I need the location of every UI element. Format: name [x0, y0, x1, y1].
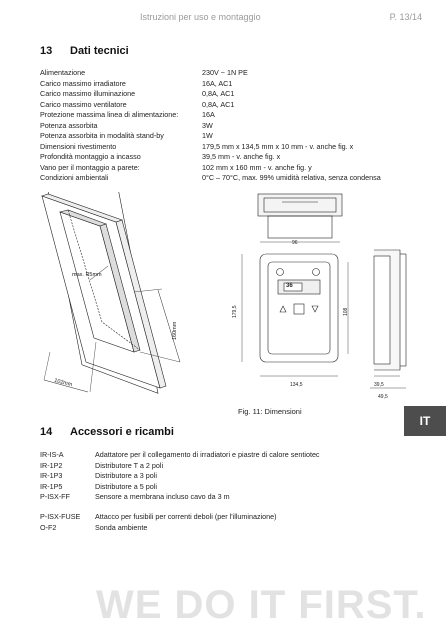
accessory-code: IR-1P5 — [40, 481, 63, 491]
accessory-desc: Attacco per fusibili per correnti deboli (per l'illuminazione) — [95, 512, 277, 521]
tech-value: 3W — [202, 120, 213, 130]
dim-height-right: 108 — [343, 307, 349, 316]
tech-label: Carico massimo irradiatore — [40, 78, 126, 88]
section-title: Dati tecnici — [70, 45, 129, 57]
accessory-code: IR-IS-A — [40, 450, 64, 459]
section-number: 14 — [40, 426, 53, 438]
height-label: 160mm — [172, 321, 178, 340]
dim-top-width: 96 — [292, 240, 298, 246]
accessory-desc: Sonda ambiente — [95, 522, 148, 532]
tech-label: Potenza assorbita — [40, 120, 98, 130]
document-title: Istruzioni per uso e montaggio — [140, 12, 261, 22]
dim-height-left: 179,5 — [232, 305, 238, 318]
tech-label: Alimentazione — [40, 68, 86, 77]
tech-value: 179,5 mm x 134,5 mm x 10 mm - v. anche fig. x — [202, 141, 354, 151]
accessory-code: P-ISX-FF — [40, 492, 70, 501]
section-14-heading — [40, 426, 174, 438]
section-title: Accessori e ricambi — [70, 426, 174, 438]
width-label: 102mm — [53, 377, 73, 389]
accessory-code: IR-1P3 — [40, 471, 63, 480]
tech-value: 1W — [202, 131, 213, 140]
tech-label: Protezione massima linea di alimentazione: — [40, 110, 179, 119]
tech-value: 230V ~ 1N PE — [202, 68, 248, 77]
accessory-desc: Distributore a 5 poli — [95, 481, 157, 491]
accessory-desc: Distributore T a 2 poli — [95, 460, 164, 470]
accessory-desc: Distributore a 3 poli — [95, 471, 157, 480]
tech-value: 0,8A, AC1 — [202, 89, 235, 98]
brand-slogan: WE DO IT FIRST. — [96, 583, 427, 627]
page-number: P. 13/14 — [389, 12, 422, 22]
accessory-desc: Sensore a membrana incluso cavo da 3 m — [95, 492, 230, 501]
section-number: 13 — [40, 45, 53, 57]
dim-bottom-width: 134,5 — [290, 382, 303, 388]
tech-label: Carico massimo illuminazione — [40, 89, 136, 98]
dim-depth-total: 49,5 — [378, 394, 388, 400]
accessory-desc: Adattatore per il collegamento di irradiatori e piastre di calore sentiotec — [95, 450, 320, 459]
tech-value: 39,5 mm - v. anche fig. x — [202, 152, 281, 161]
tech-label: Profondità montaggio a incasso — [40, 152, 141, 161]
display-readout: 36 — [286, 283, 293, 289]
tech-label: Dimensioni rivestimento — [40, 141, 117, 151]
language-tab: IT — [404, 406, 446, 436]
accessory-code: P-ISX-FUSE — [40, 512, 81, 521]
accessory-code: IR-1P2 — [40, 460, 63, 470]
tech-label: Carico massimo ventilatore — [40, 99, 127, 109]
device-dimension-drawing — [224, 190, 424, 412]
tech-value: 16A, AC1 — [202, 78, 233, 88]
tech-value: 102 mm x 160 mm - v. anche fig. y — [202, 162, 312, 172]
tech-value: 0°C – 70°C, max. 99% umidità relativa, senza condensa — [202, 173, 381, 182]
dim-depth-small: 39,5 — [374, 382, 384, 388]
section-13-heading — [40, 45, 129, 57]
tech-label: Vano per il montaggio a parete: — [40, 162, 140, 172]
tech-label: Potenza assorbita in modalità stand-by — [40, 131, 164, 140]
tech-label: Condizioni ambientali — [40, 173, 109, 182]
accessory-code: O-F2 — [40, 522, 57, 532]
figure-caption: Fig. 11: Dimensioni — [238, 407, 302, 416]
tech-value: 16A — [202, 110, 215, 119]
radius-label: max. R5mm — [72, 272, 102, 278]
tech-value: 0,8A, AC1 — [202, 99, 235, 109]
